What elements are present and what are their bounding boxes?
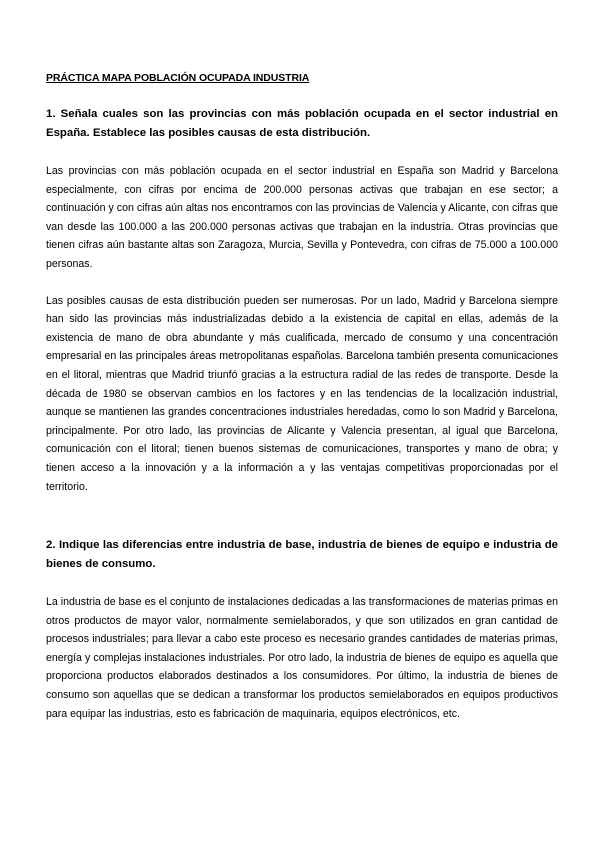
question-1-heading: 1. Señala cuales son las provincias con más población ocupada en el sector industrial en España. Establece las posibles causas de esta distribución. bbox=[46, 108, 558, 139]
answer-1-paragraph-1: Las provincias con más población ocupada en el sector industrial en España son Madrid y Barcelona especialmente, con cifras por encima de 200.000 personas activas que trabajan en ese sector; a continuación y con cifras aún altas nos encontramos con las provincias de Valencia y Alicante, con cifras que van desde las 100.000 a las 200.000 personas activas que trabajan en la industria. Otras provincias que tienen cifras aún bastante altas son Zaragoza, Murcia, Sevilla y Pontevedra, con cifras de 75.000 a 100.000 personas. bbox=[46, 165, 558, 270]
question-2-heading: 2. Indique las diferencias entre industria de base, industria de bienes de equipo e industria de bienes de consumo. bbox=[46, 539, 558, 571]
document-title: PRÁCTICA MAPA POBLACIÓN OCUPADA INDUSTRIA bbox=[46, 72, 310, 84]
section-2 bbox=[46, 536, 558, 723]
section-spacer bbox=[46, 514, 558, 536]
section-1 bbox=[46, 105, 558, 496]
document-page bbox=[46, 72, 558, 741]
answer-1-paragraph-2: Las posibles causas de esta distribución pueden ser numerosas. Por un lado, Madrid y Barcelona siempre han sido las provincias más industrializadas debido a la existencia de capital en ellas, además de la existencia de mano de obra abundante y más cualificada, mercado de consumo y una concentración empresarial en las principales áreas metropolitanas españolas. Barcelona también presenta comunicaciones en el litoral, mientras que Madrid triunfó gracias a la estructura radial de las redes de transporte. Desde la década de 1980 se observan cambios en los factores y en las tendencias de la localización industrial, aunque se mantienen las grandes concentraciones industriales heredadas, como lo son Madrid y Barcelona, principalmente. Por otro lado, las provincias de Alicante y Valencia presentan, al igual que Barcelona, comunicación con el litoral; tienen buenos sistemas de comunicaciones, transportes y mano de obra; y tienen acceso a la innovación y a la información a y las ventajas competitivas proporcionadas por el territorio. bbox=[46, 294, 558, 493]
answer-2-paragraph-1: La industria de base es el conjunto de instalaciones dedicadas a las transformaciones de materias primas en otros productos de mayor valor, normalmente semielaborados, y que son utilizados en gran cantidad de procesos industriales; para llevar a cabo este proceso es necesario grandes cantidades de materias primas, energía y complejas instalaciones industriales. Por otro lado, la industria de bienes de equipo es aquella que proporciona productos elaborados destinados a los consumidores. Por último, la industria de bienes de consumo son aquellas que se dedican a transformar los productos semielaborados en equipos productivos para equipar las industrias, esto es fabricación de maquinaria, equipos electrónicos, etc. bbox=[46, 596, 558, 720]
